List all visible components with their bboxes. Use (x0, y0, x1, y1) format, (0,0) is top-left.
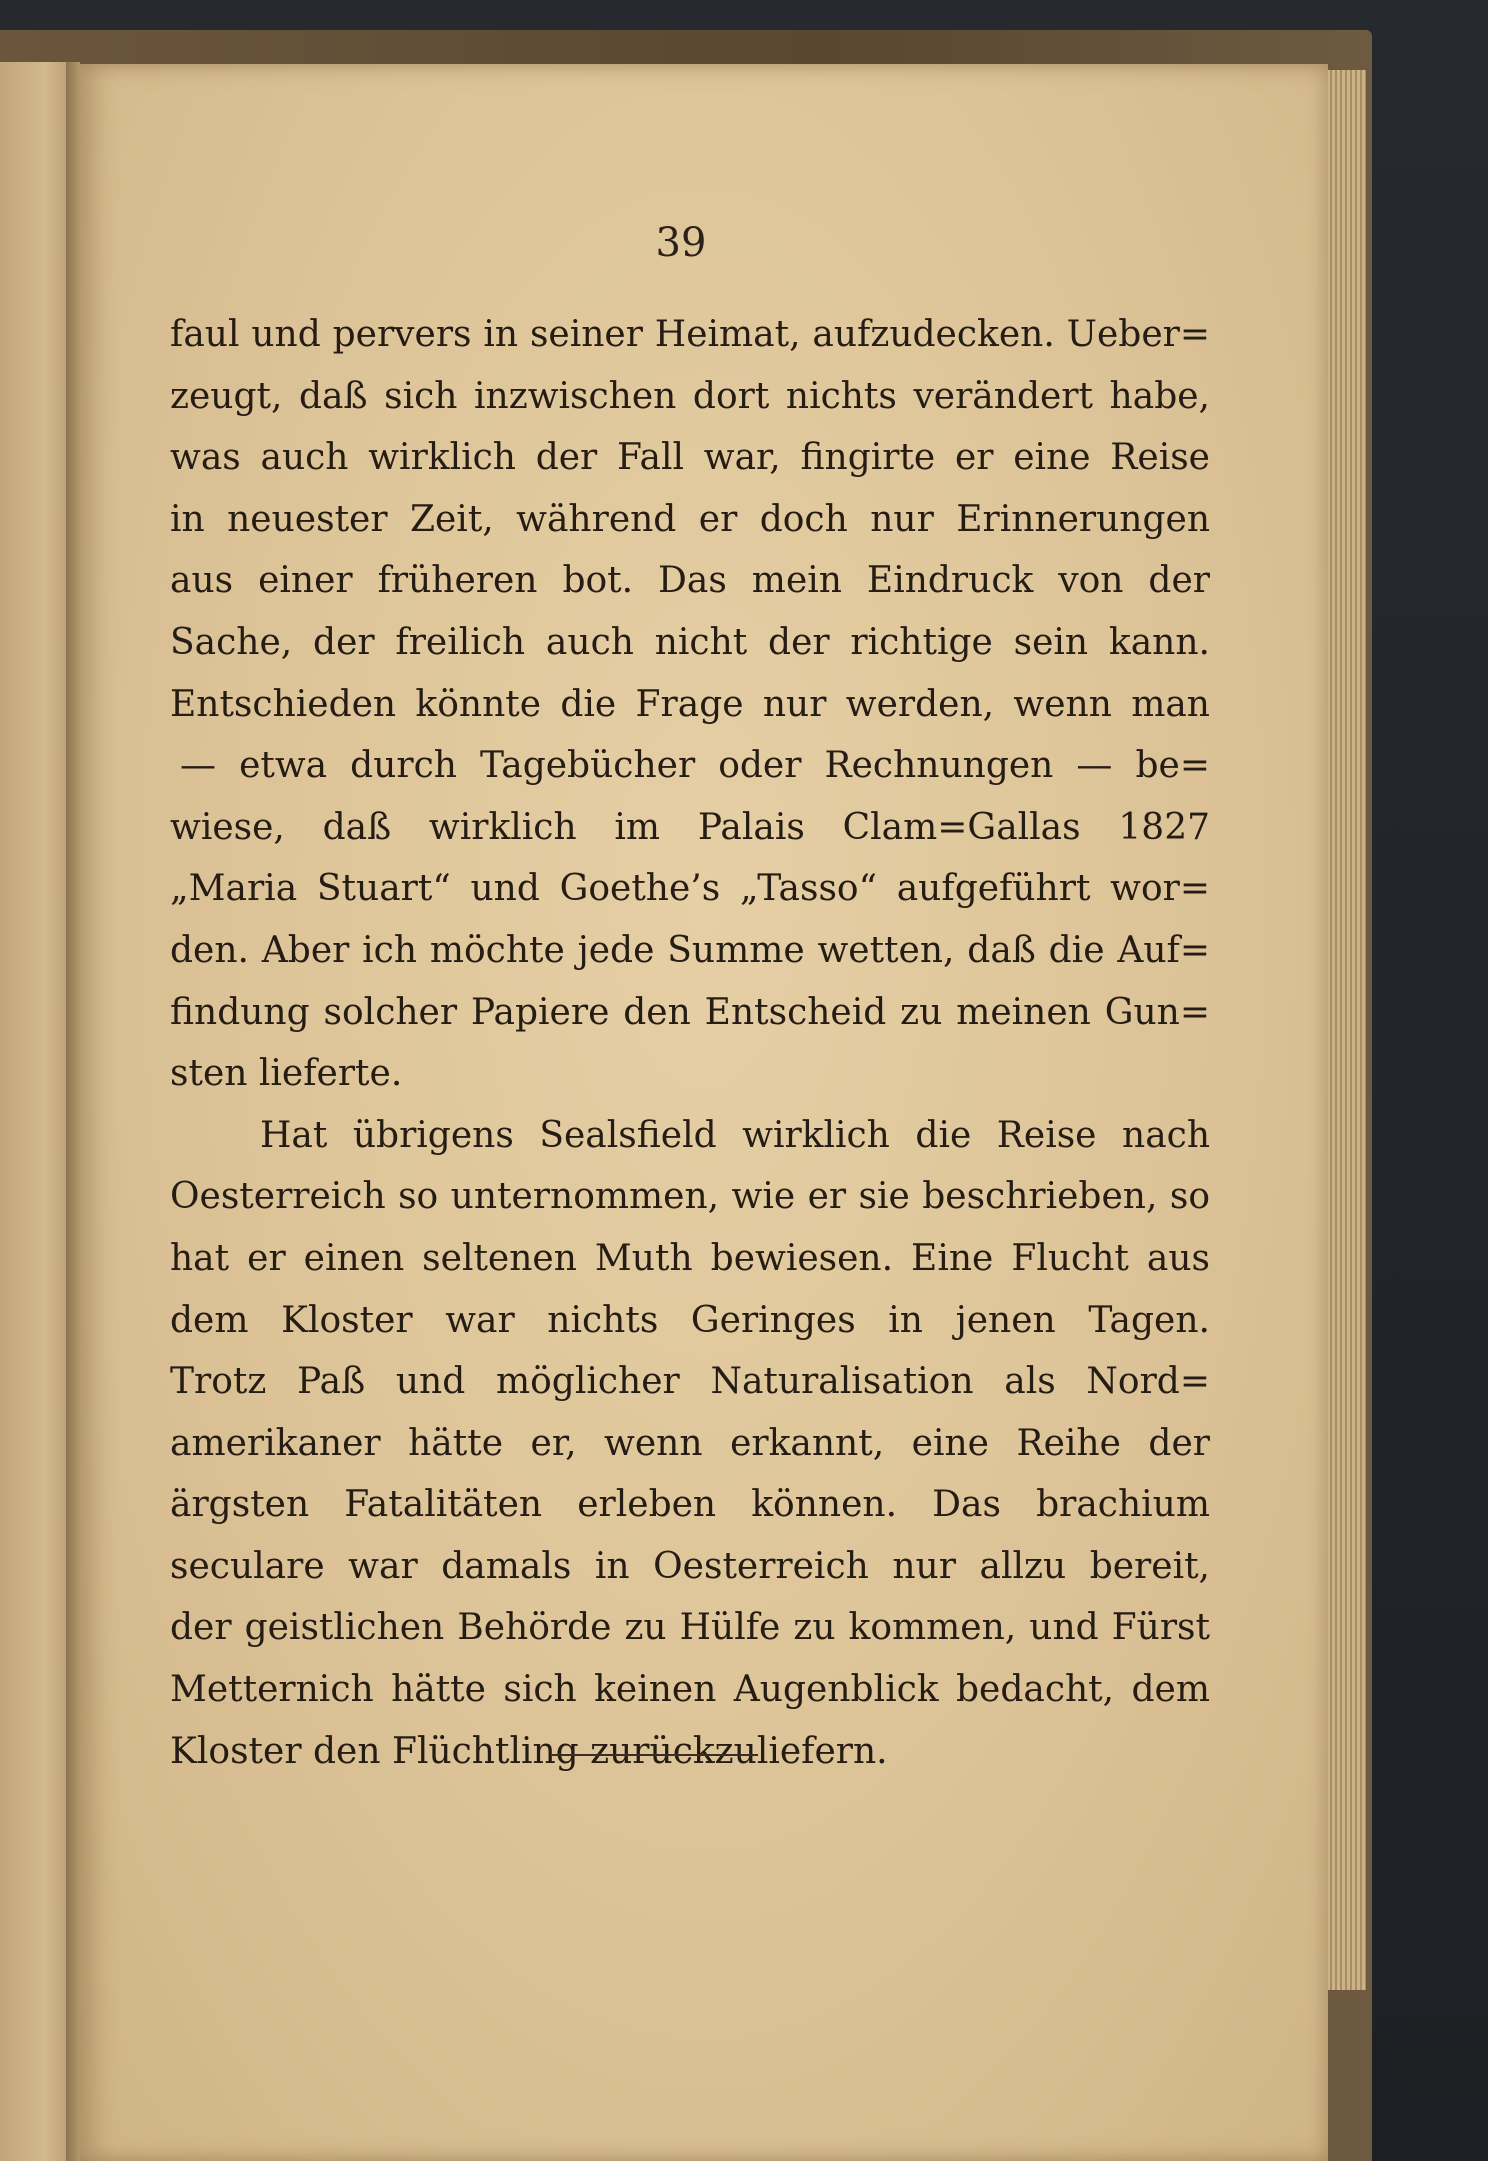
paragraph-start-line: Hat übrigens Sealsfield wirklich die Reise nach (260, 1114, 1210, 1156)
text-line: amerikaner hätte er, wenn erkannt, eine Reihe der (170, 1422, 1210, 1464)
text-line: findung solcher Papiere den Entscheid zu meinen Gun= (170, 991, 1210, 1033)
left-page-edge (0, 62, 74, 2161)
text-line: der geistlichen Behörde zu Hülfe zu kommen, und Fürst (170, 1607, 1210, 1649)
paragraph-end-line: Kloster den Flüchtling zurückzuliefern. (170, 1730, 888, 1772)
paragraph-end-line: sten lieferte. (170, 1053, 403, 1095)
section-rule (552, 1754, 758, 1756)
text-line: dem Kloster war nichts Geringes in jenen Tagen. (170, 1299, 1210, 1341)
text-line: — etwa durch Tagebücher oder Rechnungen — be= (180, 745, 1210, 787)
book-gutter (66, 62, 80, 2161)
text-line: ärgsten Fatalitäten erleben können. Das brachium (170, 1484, 1210, 1526)
body-text (170, 304, 1210, 1782)
text-line: den. Aber ich möchte jede Summe wetten, daß die Auf= (170, 929, 1210, 971)
text-line: seculare war damals in Oesterreich nur allzu bereit, (170, 1545, 1210, 1587)
text-line: was auch wirklich der Fall war, fingirte er eine Reise (170, 437, 1210, 479)
text-line: faul und pervers in seiner Heimat, aufzudecken. Ueber= (170, 314, 1210, 355)
text-line: Metternich hätte sich keinen Augenblick bedacht, dem (170, 1669, 1210, 1711)
text-line: Sache, der freilich auch nicht der richtige sein kann. (170, 621, 1210, 663)
text-line: in neuester Zeit, während er doch nur Erinnerungen (170, 498, 1210, 540)
text-line: hat er einen seltenen Muth bewiesen. Eine Flucht aus (170, 1237, 1210, 1279)
page-edges (1322, 70, 1366, 1990)
text-line: aus einer früheren bot. Das mein Eindruck von der (170, 560, 1210, 602)
book-page (80, 64, 1328, 2161)
page-number: 39 (655, 220, 707, 266)
text-line: Oesterreich so unternommen, wie er sie beschrieben, so (170, 1176, 1210, 1218)
text-line: wiese, daß wirklich im Palais Clam=Gallas 1827 (170, 806, 1210, 848)
text-line: Trotz Paß und möglicher Naturalisation als Nord= (170, 1361, 1210, 1403)
text-line: Entschieden könnte die Frage nur werden, wenn man (170, 683, 1210, 725)
text-line: zeugt, daß sich inzwischen dort nichts verändert habe, (170, 375, 1210, 417)
text-line: „Maria Stuart“ und Goethe’s „Tasso“ aufgeführt wor= (170, 868, 1210, 910)
